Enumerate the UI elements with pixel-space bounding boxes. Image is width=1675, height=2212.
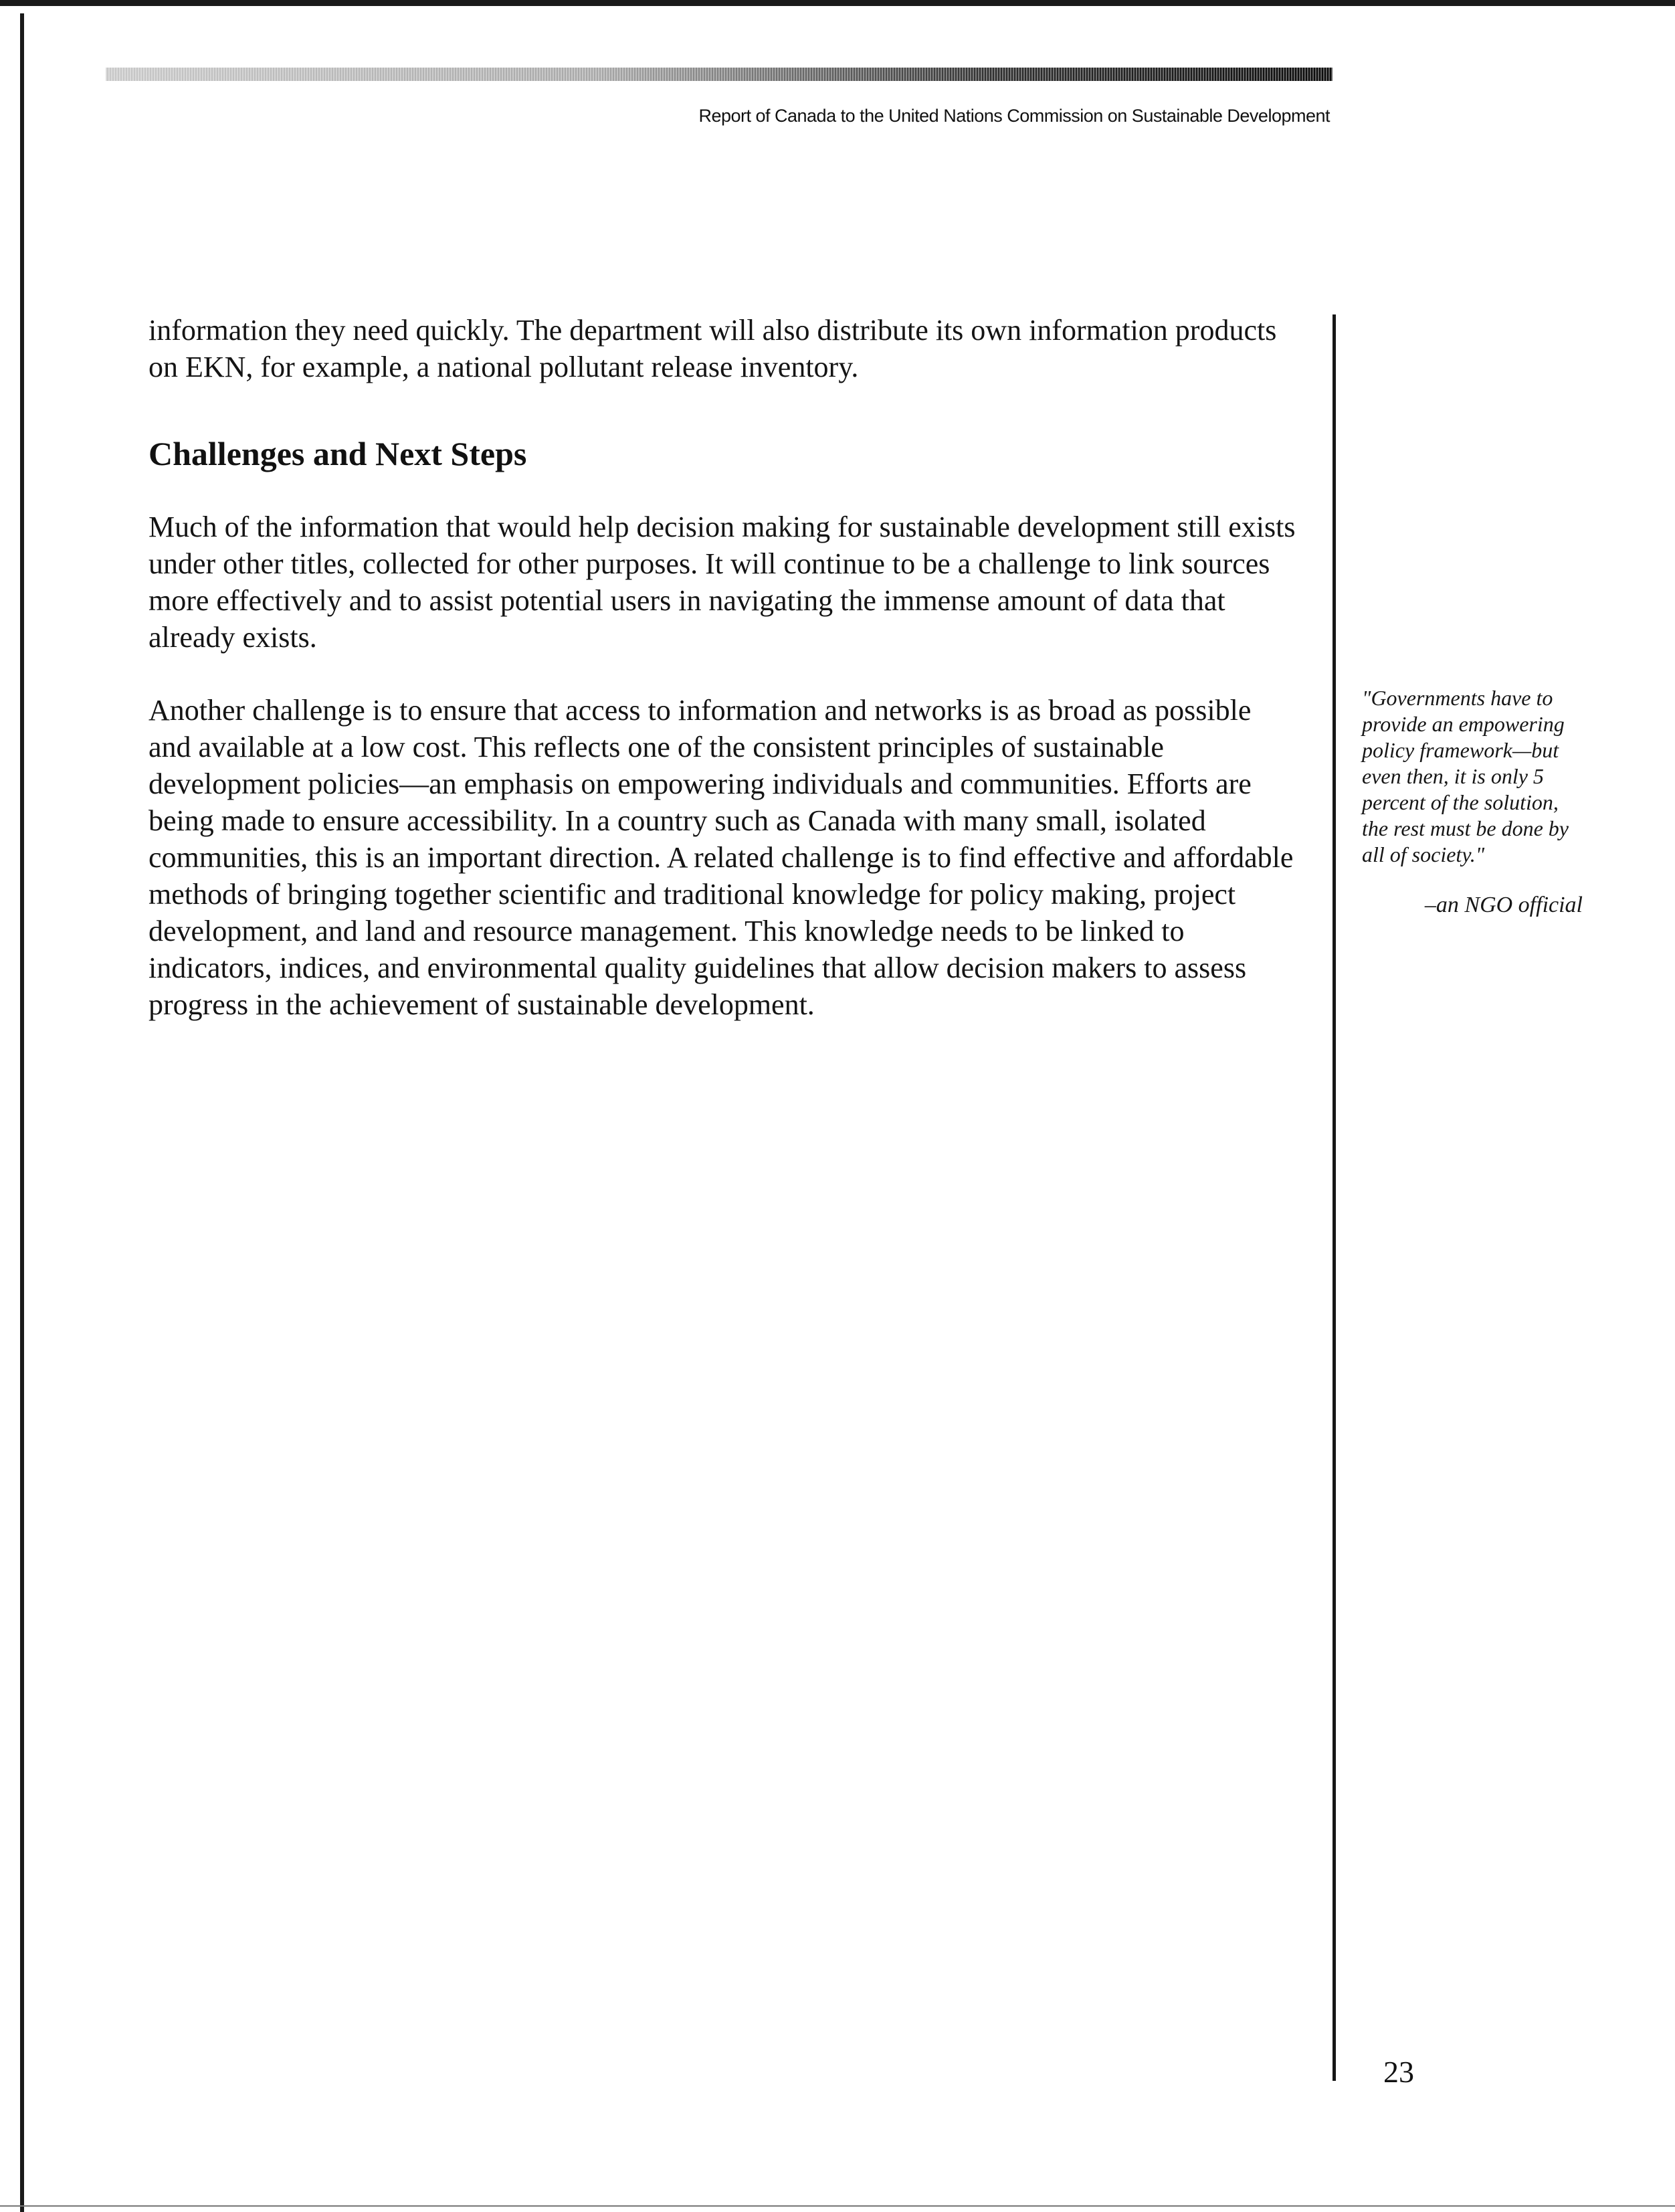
running-head: Report of Canada to the United Nations Commission on Sustainable Development [698,106,1330,126]
section-heading: Challenges and Next Steps [149,435,527,472]
body-paragraph: Much of the information that would help decision making for sustainable development still exists under other titles, collected for other purposes. It will continue to be a challenge to link sources more effectively and to assist potential users in navigating the immense amount of data that already exists. [149,511,1296,654]
body-paragraph: Another challenge is to ensure that access to information and networks is as broad as possible and available at a low cost. This reflects one of the consistent principles of sustainable development policies—an emphasis on empowering individuals and communities. Efforts are being made to ensure accessibility. In a country such as Canada with many small, isolated communities, this is an important direction. A related challenge is to find effective and affordable methods of bringing together scientific and traditional knowledge for policy making, project development, and land and resource management. This knowledge needs to be linked to indicators, indices, and environmental quality guidelines that allow decision makers to assess progress in the achievement of sustainable development. [149,694,1294,1021]
scan-bottom-edge [0,2205,1675,2207]
header-rule [106,68,1333,81]
page-number: 23 [1383,2055,1414,2089]
pull-quote-text: "Governments have to provide an empowering policy framework—but even then, it is only 5 percent of the solution, the rest must be done by all of society." [1362,686,1569,866]
sidebar-pull-quote [1362,685,1583,919]
quote-attribution: –an NGO official [1424,893,1583,917]
scan-top-edge [0,0,1675,6]
margin-rule [1333,314,1336,2081]
continuation-paragraph: information they need quickly. The department will also distribute its own information products on EKN, for example, a national pollutant release inventory. [149,314,1277,383]
scan-left-edge [20,13,24,2212]
main-text-column [149,312,1299,1023]
